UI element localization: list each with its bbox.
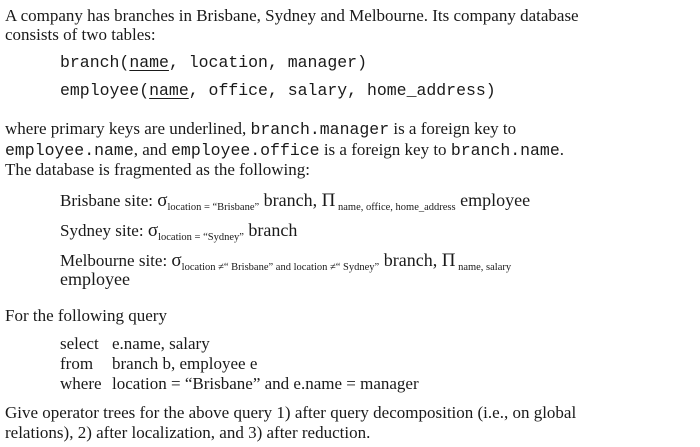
intro-line-2: consists of two tables: bbox=[5, 25, 156, 44]
branch-schema: branch(name, location, manager) bbox=[60, 53, 367, 72]
melbourne-site: Melbourne site: $\sigma_{location \ne“ Brisbane” and location \ne“ Sydney”}$ branch, Π $_{name, salary}$ bbox=[60, 250, 512, 273]
notes-line-3: The database is fragmented as the following: bbox=[5, 160, 310, 179]
select-keyword: select bbox=[60, 334, 99, 353]
melbourne-site-relation: employee bbox=[60, 269, 130, 289]
employee-schema: employee(name, office, salary, home_address) bbox=[60, 81, 496, 100]
branch-primary-key: name bbox=[129, 53, 169, 72]
task-line-1: Give operator trees for the above query 1) after query decomposition (i.e., on global bbox=[5, 403, 577, 422]
sigma-symbol: σ bbox=[157, 190, 168, 211]
selection-condition: location = “Sydney” bbox=[158, 232, 244, 243]
selection-condition: location ≠“ Brisbane” and location ≠“ Sydney” bbox=[181, 262, 380, 273]
code-employee-name: employee.name bbox=[5, 141, 134, 160]
sigma-symbol: σ bbox=[171, 250, 182, 271]
notes-line-1: where primary keys are underlined, branch.manager is a foreign key to bbox=[5, 119, 517, 139]
sydney-site: Sydney site: $\sigma_{location = “Sydney”}$ branch bbox=[60, 220, 298, 243]
branch-table-name: branch bbox=[60, 53, 120, 72]
query-from: from branch b, employee e bbox=[60, 354, 258, 373]
projection-attributes: name, office, home_address bbox=[335, 202, 456, 213]
where-keyword: where bbox=[60, 374, 102, 393]
sigma-symbol: σ bbox=[147, 220, 159, 241]
pi-symbol: Π bbox=[441, 250, 456, 271]
query-where: where location = “Brisbane” and e.name = manager bbox=[60, 374, 419, 393]
site-label: Sydney site: bbox=[60, 221, 148, 240]
notes-line-2: employee.name, and employee.office is a foreign key to branch.name. bbox=[5, 140, 564, 160]
code-branch-manager: branch.manager bbox=[250, 120, 390, 139]
selection-condition: location = “Brisbane” bbox=[167, 202, 260, 213]
code-employee-office: employee.office bbox=[171, 141, 320, 160]
code-branch-name: branch.name bbox=[450, 141, 560, 160]
intro-line-1: A company has branches in Brisbane, Sydney and Melbourne. Its company database bbox=[5, 6, 579, 25]
projection-attributes: name, salary bbox=[455, 262, 512, 273]
brisbane-site: Brisbane site: $\sigma_{location = “Brisbane”}$ branch, Π $_{name, office, home\_address}$ employee bbox=[60, 190, 531, 213]
pi-symbol: Π bbox=[321, 190, 336, 211]
task-line-2: relations), 2) after localization, and 3) after reduction. bbox=[5, 423, 371, 442]
from-keyword: from bbox=[60, 354, 94, 373]
employee-primary-key: name bbox=[149, 81, 189, 100]
site-label: Brisbane site: bbox=[60, 191, 158, 210]
query-select: select e.name, salary bbox=[60, 334, 210, 353]
site-label: Melbourne site: bbox=[60, 251, 172, 270]
employee-table-name: employee bbox=[60, 81, 140, 100]
query-intro: For the following query bbox=[5, 306, 167, 325]
